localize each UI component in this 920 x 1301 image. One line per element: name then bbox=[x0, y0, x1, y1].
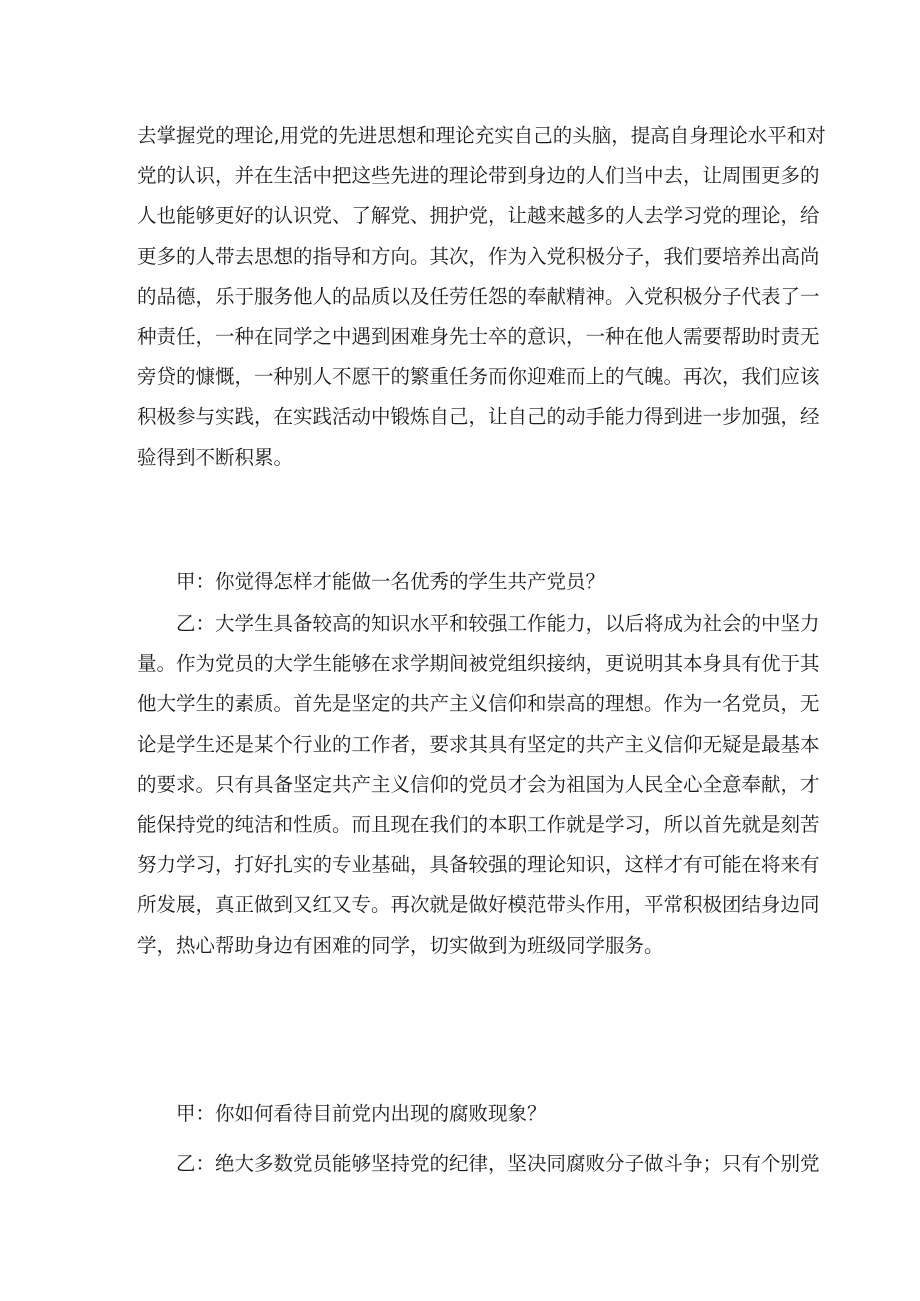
text-line: 人也能够更好的认识党、了解党、拥护党，让越来越多的人去学习党的理论，给 bbox=[137, 204, 820, 228]
text-line: 的品德，乐于服务他人的品质以及任劳任怨的奉献精神。入党积极分子代表了一 bbox=[137, 284, 820, 308]
answer-excellent-member bbox=[137, 604, 820, 966]
text-line: 种责任，一种在同学之中遇到困难身先士卒的意识，一种在他人需要帮助时责无 bbox=[137, 324, 820, 348]
text-line: 能保持党的纯洁和性质。而且现在我们的本职工作就是学习，所以首先就是刻苦 bbox=[137, 812, 820, 836]
answer-corruption bbox=[137, 1144, 820, 1184]
question-excellent-member bbox=[137, 562, 797, 602]
text-line: 积极参与实践，在实践活动中锻炼自己，让自己的动手能力得到进一步加强，经 bbox=[137, 405, 820, 429]
text-line: 甲：你觉得怎样才能做一名优秀的学生共产党员？ bbox=[176, 570, 606, 593]
text-line: 验得到不断积累。 bbox=[137, 445, 294, 469]
text-line: 去掌握党的理论,用党的先进思想和理论充实自己的头脑，提高自身理论水平和对 bbox=[137, 124, 826, 147]
text-line: 甲：你如何看待目前党内出现的腐败现象？ bbox=[176, 1102, 547, 1125]
text-line: 论是学生还是某个行业的工作者，要求其具有坚定的共产主义信仰无疑是最基本 bbox=[137, 732, 820, 756]
text-line: 的要求。只有具备坚定共产主义信仰的党员才会为祖国为人民全心全意奉献，才 bbox=[137, 772, 820, 796]
question-corruption bbox=[137, 1094, 797, 1134]
text-line: 量。作为党员的大学生能够在求学期间被党组织接纳，更说明其本身具有优于其 bbox=[137, 652, 820, 676]
text-line: 旁贷的慷慨，一种别人不愿干的繁重任务而你迎难而上的气魄。再次，我们应该 bbox=[137, 365, 820, 389]
paragraph-theory-study bbox=[137, 116, 826, 478]
text-line: 党的认识，并在生活中把这些先进的理论带到身边的人们当中去，让周围更多的 bbox=[137, 164, 820, 188]
text-line: 他大学生的素质。首先是坚定的共产主义信仰和崇高的理想。作为一名党员，无 bbox=[137, 692, 820, 716]
text-line: 乙：大学生具备较高的知识水平和较强工作能力，以后将成为社会的中坚力 bbox=[176, 612, 820, 635]
text-line: 学，热心帮助身边有困难的同学，切实做到为班级同学服务。 bbox=[137, 933, 664, 957]
text-line: 更多的人带去思想的指导和方向。其次，作为入党积极分子，我们要培养出高尚 bbox=[137, 244, 820, 268]
text-line: 所发展，真正做到又红又专。再次就是做好模范带头作用，平常积极团结身边同 bbox=[137, 893, 820, 917]
text-line: 乙：绝大多数党员能够坚持党的纪律，坚决同腐败分子做斗争；只有个别党 bbox=[176, 1152, 820, 1175]
text-line: 努力学习，打好扎实的专业基础，具备较强的理论知识，这样才有可能在将来有 bbox=[137, 853, 820, 877]
